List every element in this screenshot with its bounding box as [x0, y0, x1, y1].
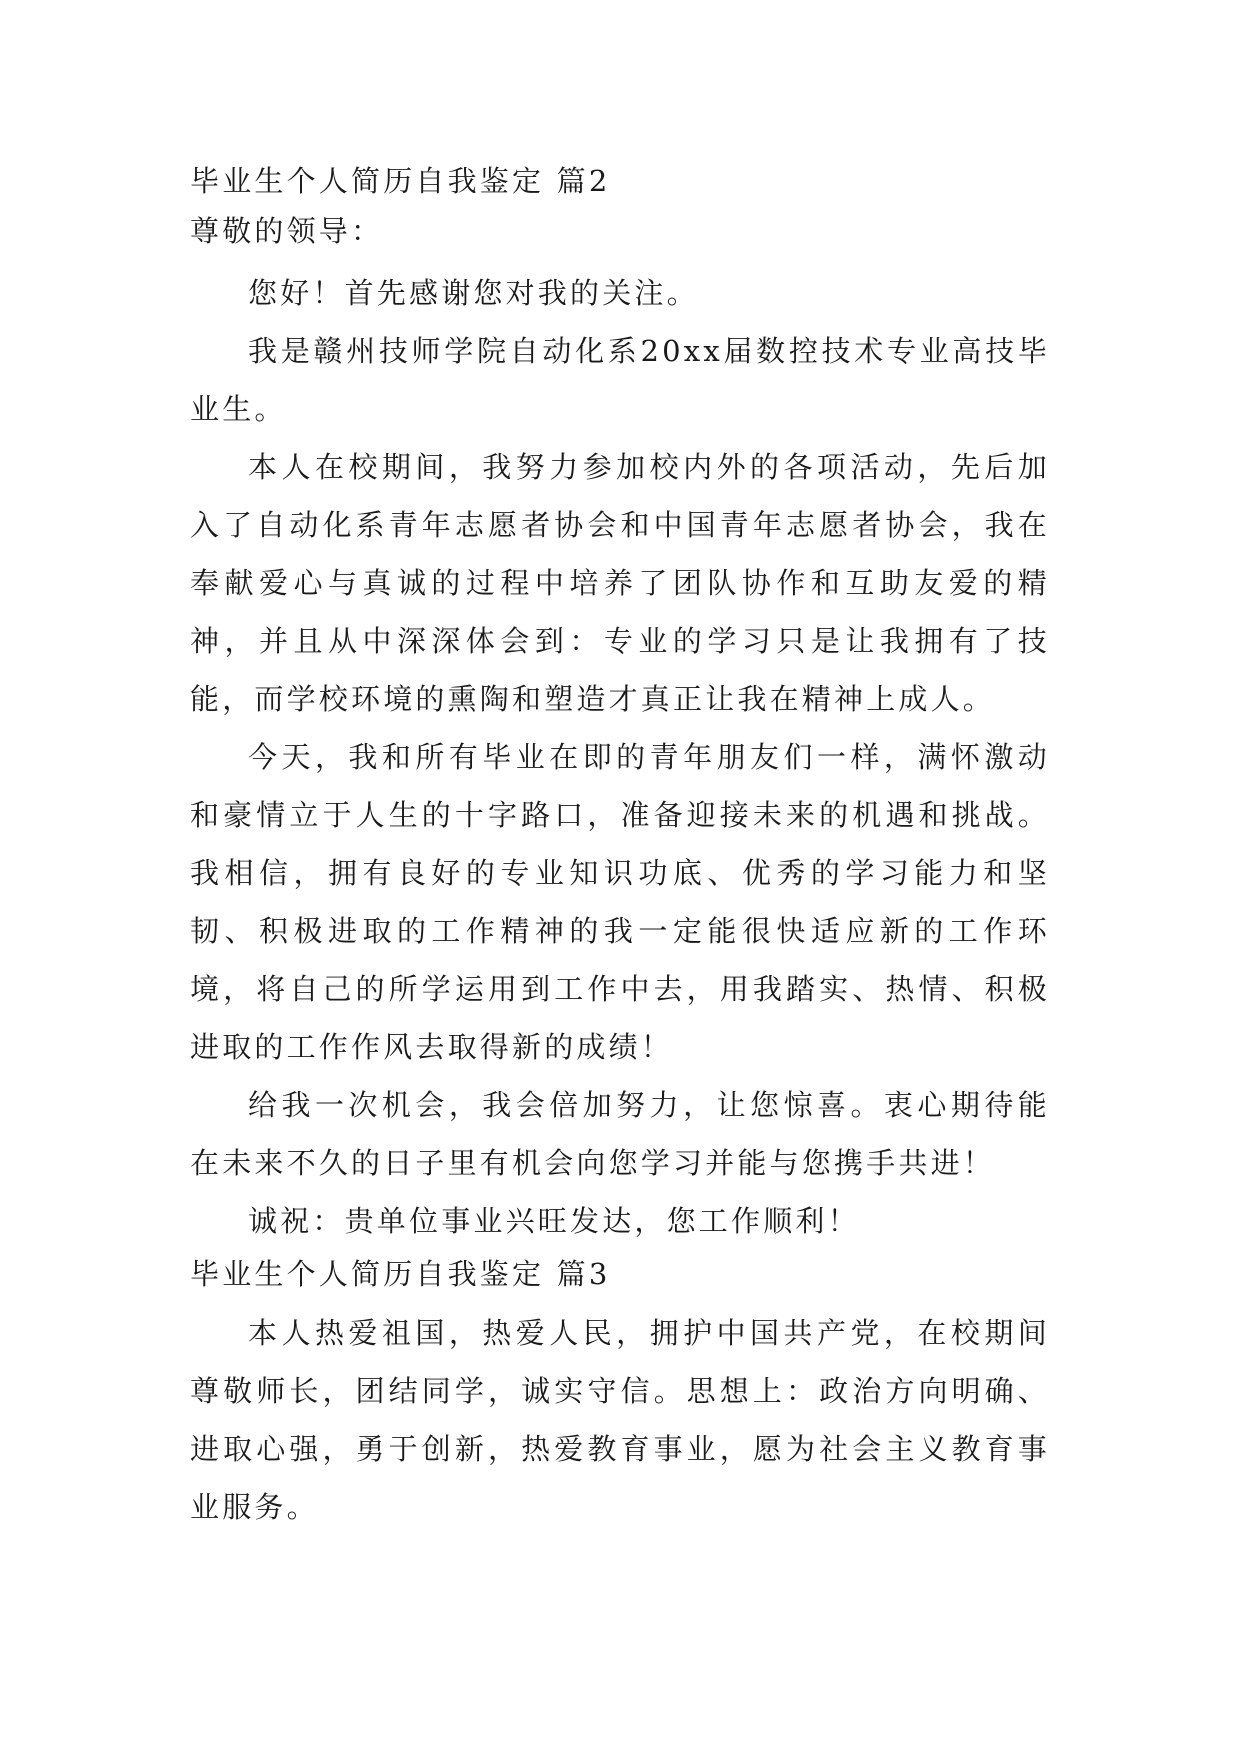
paragraph-introduction: 我是赣州技师学院自动化系20xx届数控技术专业高技毕业生。 [190, 334, 1050, 426]
paragraph-request: 给我一次机会，我会倍加努力，让您惊喜。衷心期待能在未来不久的日子里有机会向您学习并能与您携手共进！ [190, 1088, 1050, 1180]
section-heading-2: 毕业生个人简历自我鉴定 篇2 [190, 164, 611, 198]
section-heading-3: 毕业生个人简历自我鉴定 篇3 [190, 1257, 611, 1291]
paragraph-self-assessment: 本人热爱祖国，热爱人民，拥护中国共产党，在校期间尊敬师长，团结同学，诚实守信。思想上：政治方向明确、进取心强，勇于创新，热爱教育事业，愿为社会主义教育事业服务。 [190, 1316, 1050, 1524]
document-page [190, 160, 1050, 1536]
paragraph-closing-wishes: 诚祝：贵单位事业兴旺发达，您工作顺利！ [248, 1204, 860, 1238]
paragraph-future-outlook: 今天，我和所有毕业在即的青年朋友们一样，满怀激动和豪情立于人生的十字路口，准备迎接未来的机遇和挑战。我相信，拥有良好的专业知识功底、优秀的学习能力和坚韧、积极进取的工作精神的我一定能很快适应新的工作环境，将自己的所学运用到工作中去，用我踏实、热情、积极进取的工作作风去取得新的成绩！ [190, 740, 1050, 1064]
salutation: 尊敬的领导： [190, 214, 384, 248]
paragraph-school-activities: 本人在校期间，我努力参加校内外的各项活动，先后加入了自动化系青年志愿者协会和中国青年志愿者协会，我在奉献爱心与真诚的过程中培养了团队协作和互助友爱的精神，并且从中深深体会到：专业的学习只是让我拥有了技能，而学校环境的熏陶和塑造才真正让我在精神上成人。 [190, 450, 1050, 716]
paragraph-greeting: 您好！首先感谢您对我的关注。 [248, 276, 699, 310]
